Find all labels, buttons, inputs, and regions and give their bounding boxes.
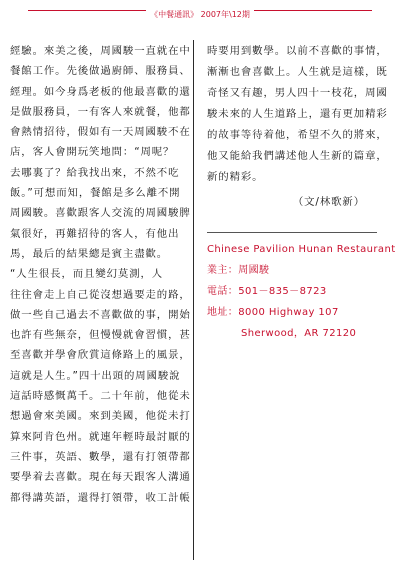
restaurant-name: Chinese Pavilion Hunan Restaurant <box>207 244 396 255</box>
text-line: 至喜歡并學會欣賞這條路上的風景， <box>10 349 191 362</box>
text-line: 要學着去喜歡。現在每天跟客人溝通 <box>10 471 191 484</box>
text-line: 餐館工作。先後做過廚師、服務員、 <box>10 65 191 78</box>
text-line: 的故事等待着他，希望不久的將來， <box>207 129 388 141</box>
text-line: 去哪裏了？給我找出來，不然不吃 <box>10 166 180 179</box>
running-header-label: 《中餐通訊》 2007年\12期 <box>146 10 254 19</box>
running-header <box>0 10 400 19</box>
owner-line: 業主：周國駿 <box>207 265 270 276</box>
text-line: 往往會走上自己從沒想過要走的路， <box>10 288 191 301</box>
text-line: “人生很長，而且變幻莫測，人 <box>10 268 164 281</box>
text-line: 時要用到數學。以前不喜歡的事情， <box>207 45 388 57</box>
text-line: 飯。”可想而知，餐館是多么離不開 <box>10 187 181 200</box>
text-line: 漸漸也會喜歡上。人生就是這樣，既 <box>207 66 388 78</box>
text-line: 經驗。來美之後，周國駿一直就在中 <box>10 45 191 57</box>
text-line: 駿未來的人生道路上，還有更加精彩 <box>207 108 388 120</box>
text-line: 馬，最后的結果總是賓主盡歡。 <box>10 247 169 260</box>
text-line: 周國駿。喜歡跟客人交流的周國駿脾 <box>10 207 191 220</box>
text-line: 是做服務員，一有客人來就餐，他都 <box>10 105 191 118</box>
column-divider <box>193 40 194 560</box>
text-line: 都得講英語，還得打領帶，收工計帳 <box>10 491 191 504</box>
text-line: 想過會來美國。來到美國，他從未打 <box>10 410 191 423</box>
phone-line: 電話：501－835－8723 <box>207 286 327 297</box>
address-line: 地址：8000 Highway 107 <box>207 307 339 318</box>
text-line: 氣很好，再難招待的客人，有他出 <box>10 227 180 240</box>
address-line-2: Sherwood，AR 72120 <box>241 328 357 339</box>
article-right-column <box>207 41 397 213</box>
text-line: 新的精彩。 <box>207 171 264 183</box>
text-line: 這話時感慨萬千。二十年前，他從未 <box>10 390 191 403</box>
text-line: 這就是人生。”四十出頭的周國駿說 <box>10 369 181 382</box>
text-line: 他又能給我們講述他人生新的篇章， <box>207 150 388 162</box>
text-line: 三件事，英語、數學，還有打領帶都 <box>10 450 191 463</box>
article-left-column <box>10 41 191 508</box>
text-line: 經理。如今身爲老板的他最喜歡的還 <box>10 85 191 98</box>
restaurant-info-box <box>207 232 396 344</box>
author-byline: （文/林歌新） <box>292 196 365 208</box>
text-line: 做一些自己過去不喜歡做的事，開始 <box>10 308 191 321</box>
text-line: 奇怪又有趣，男人四十一枝花，周國 <box>207 87 388 99</box>
text-line: 店，客人會開玩笑地問：“周呢？ <box>10 146 175 159</box>
text-line: 算來阿肯色州。就連年輕時最討厭的 <box>10 430 191 443</box>
text-line: 也許有些無奈，但慢慢就會習慣，甚 <box>10 329 191 342</box>
text-line: 會熱情招待，假如有一天周國駿不在 <box>10 126 191 139</box>
